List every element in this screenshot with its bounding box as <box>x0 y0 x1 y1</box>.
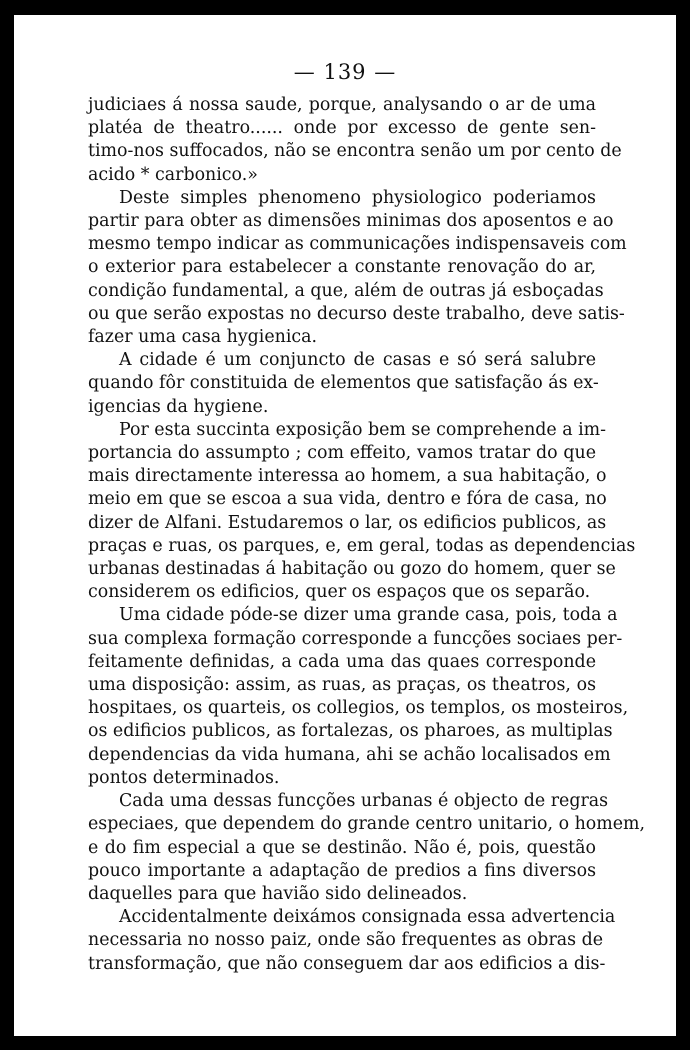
text-line: mais directamente interessa ao homem, a sua habitação, o <box>88 466 607 487</box>
text-line: os edificios publicos, as fortalezas, os pharoes, as multiplas <box>88 721 613 742</box>
text-line: pontos determinados. <box>88 767 280 788</box>
text-line: quando fôr constituida de elementos que satisfação ás ex- <box>88 373 599 394</box>
text-line: Accidentalmente deixámos consignada essa advertencia <box>119 907 616 928</box>
page-number: — 139 — <box>293 60 397 84</box>
book-page <box>14 15 676 1036</box>
text-line: pouco importante a adaptação de predios a fins diversos <box>88 860 596 881</box>
text-line: judiciaes á nossa saude, porque, analysando o ar de uma <box>88 95 596 115</box>
text-line: meio em que se escoa a sua vida, dentro e fóra de casa, no <box>88 489 607 510</box>
text-line: igencias da hygiene. <box>88 396 269 417</box>
text-line: considerem os edificios, quer os espaços que os separão. <box>88 582 591 603</box>
text-line: uma disposição: assim, as ruas, as praças, os theatros, os <box>88 675 596 696</box>
text-line: dependencias da vida humana, ahi se achão localisados em <box>88 744 611 765</box>
text-line: timo-nos suffocados, não se encontra senão um por cento de <box>88 141 622 162</box>
text-line: especiaes, que dependem do grande centro unitario, o homem, <box>88 814 646 835</box>
text-line: daquelles para que havião sido delineados. <box>88 883 468 904</box>
text-line: feitamente definidas, a cada uma das quaes corresponde <box>88 651 596 672</box>
text-line: portancia do assumpto ; com effeito, vamos tratar do que <box>88 443 596 464</box>
text-line: e do fim especial a que se destinão. Não é, pois, questão <box>88 837 596 858</box>
text-line: platéa de theatro...... onde por excesso de gente sen- <box>88 118 596 139</box>
text-line: condição fundamental, a que, além de outras já esboçadas <box>88 280 604 301</box>
text-line: fazer uma casa hygienica. <box>88 327 318 348</box>
text-line: partir para obter as dimensões minimas dos aposentos e ao <box>88 211 614 232</box>
text-line: acido * carbonico.» <box>88 164 258 185</box>
text-line: praças e ruas, os parques, e, em geral, todas as dependencias <box>88 535 636 556</box>
body-text <box>88 94 646 976</box>
text-line: Cada uma dessas funcções urbanas é objecto de regras <box>119 791 609 812</box>
text-line: Deste simples phenomeno physiologico poderiamos <box>119 187 596 208</box>
text-line: transformação, que não conseguem dar aos edificios a dis- <box>88 953 606 974</box>
text-line: ou que serão expostas no decurso deste trabalho, deve satis- <box>88 303 625 324</box>
text-line: A cidade é um conjuncto de casas e só será salubre <box>119 350 596 371</box>
text-line: mesmo tempo indicar as communicações indispensaveis com <box>88 234 627 255</box>
text-line: o exterior para estabelecer a constante renovação do ar, <box>88 257 596 278</box>
text-line: Por esta succinta exposição bem se comprehende a im- <box>119 419 607 440</box>
text-line: urbanas destinadas á habitação ou gozo do homem, quer se <box>88 559 616 580</box>
text-line: sua complexa formação corresponde a funcções sociaes per- <box>88 628 623 649</box>
text-line: Uma cidade póde-se dizer uma grande casa, pois, toda a <box>119 605 618 626</box>
text-line: dizer de Alfani. Estudaremos o lar, os edificios publicos, as <box>88 512 607 533</box>
text-line: hospitaes, os quarteis, os collegios, os templos, os mosteiros, <box>88 698 629 719</box>
text-line: necessaria no nosso paiz, onde são frequentes as obras de <box>88 930 604 951</box>
